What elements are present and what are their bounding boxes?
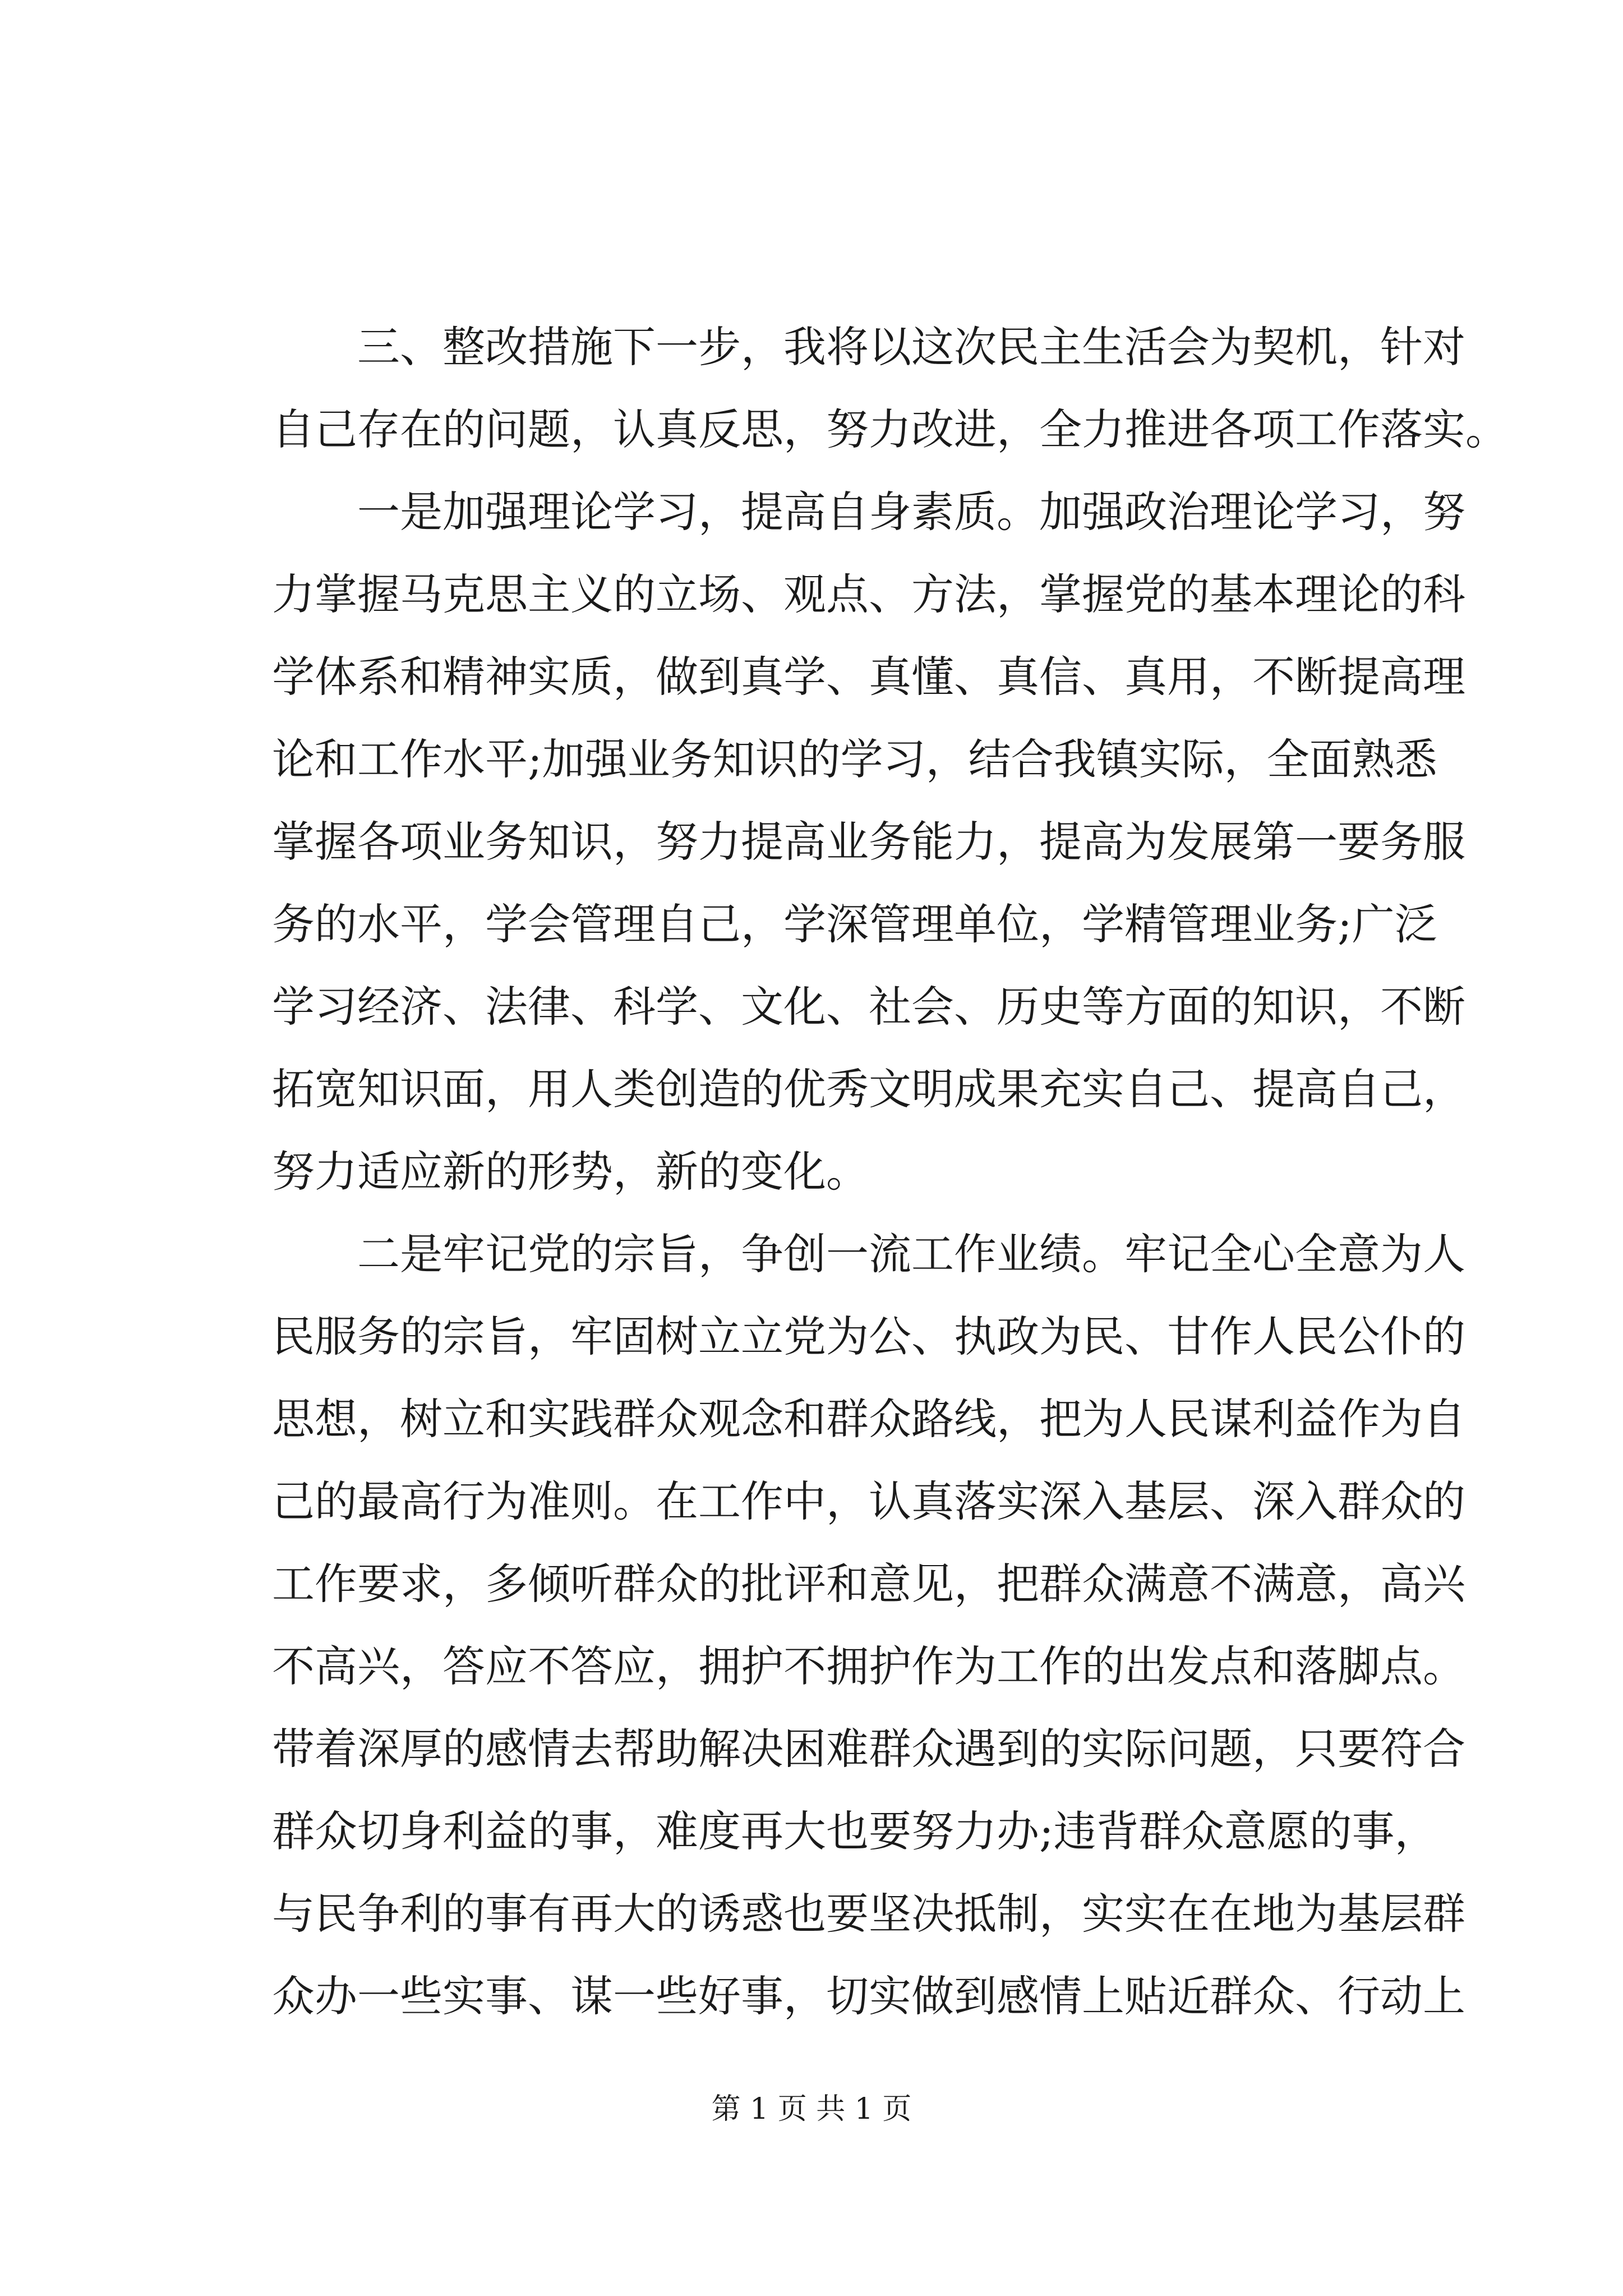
- text-line-11: 努力适应新的形势，新的变化。: [272, 1147, 869, 1197]
- page-footer: [0, 2090, 1623, 2129]
- text-line-15: 己的最高行为准则。在工作中，认真落实深入基层、深入群众的: [272, 1476, 1465, 1526]
- text-line-8: 务的水平，学会管理自己，学深管理单位，学精管理业务;广泛: [272, 899, 1437, 949]
- text-line-10: 拓宽知识面，用人类创造的优秀文明成果充实自己、提高自己，: [272, 1064, 1465, 1114]
- text-line-2: 自己存在的问题，认真反思，努力改进，全力推进各项工作落实。: [272, 404, 1508, 454]
- text-line-3: 一是加强理论学习，提高自身素质。加强政治理论学习，努: [357, 487, 1465, 537]
- text-line-17: 不高兴，答应不答应，拥护不拥护作为工作的出发点和落脚点。: [272, 1641, 1465, 1691]
- page-number-label: 第 1 页 共 1 页: [711, 2092, 912, 2126]
- text-line-20: 与民争利的事有再大的诱惑也要坚决抵制，实实在在地为基层群: [272, 1889, 1465, 1939]
- text-line-5: 学体系和精神实质，做到真学、真懂、真信、真用，不断提高理: [272, 652, 1465, 702]
- text-line-21: 众办一些实事、谋一些好事，切实做到感情上贴近群众、行动上: [272, 1971, 1465, 2021]
- text-line-13: 民服务的宗旨，牢固树立立党为公、执政为民、甘作人民公仆的: [272, 1312, 1465, 1361]
- text-line-4: 力掌握马克思主义的立场、观点、方法，掌握党的基本理论的科: [272, 569, 1465, 619]
- text-line-14: 思想，树立和实践群众观念和群众路线，把为人民谋利益作为自: [272, 1394, 1465, 1444]
- text-line-7: 掌握各项业务知识，努力提高业务能力，提高为发展第一要务服: [272, 817, 1465, 867]
- text-line-12: 二是牢记党的宗旨，争创一流工作业绩。牢记全心全意为人: [357, 1229, 1465, 1279]
- text-line-18: 带着深厚的感情去帮助解决困难群众遇到的实际问题，只要符合: [272, 1724, 1465, 1774]
- text-line-19: 群众切身利益的事，难度再大也要努力办;违背群众意愿的事，: [272, 1806, 1437, 1856]
- document-body: [272, 306, 1508, 2037]
- text-line-1: 三、整改措施下一步，我将以这次民主生活会为契机，针对: [357, 322, 1465, 372]
- text-line-6: 论和工作水平;加强业务知识的学习，结合我镇实际，全面熟悉: [272, 734, 1437, 784]
- text-line-9: 学习经济、法律、科学、文化、社会、历史等方面的知识，不断: [272, 982, 1465, 1032]
- text-line-16: 工作要求，多倾听群众的批评和意见，把群众满意不满意，高兴: [272, 1559, 1465, 1609]
